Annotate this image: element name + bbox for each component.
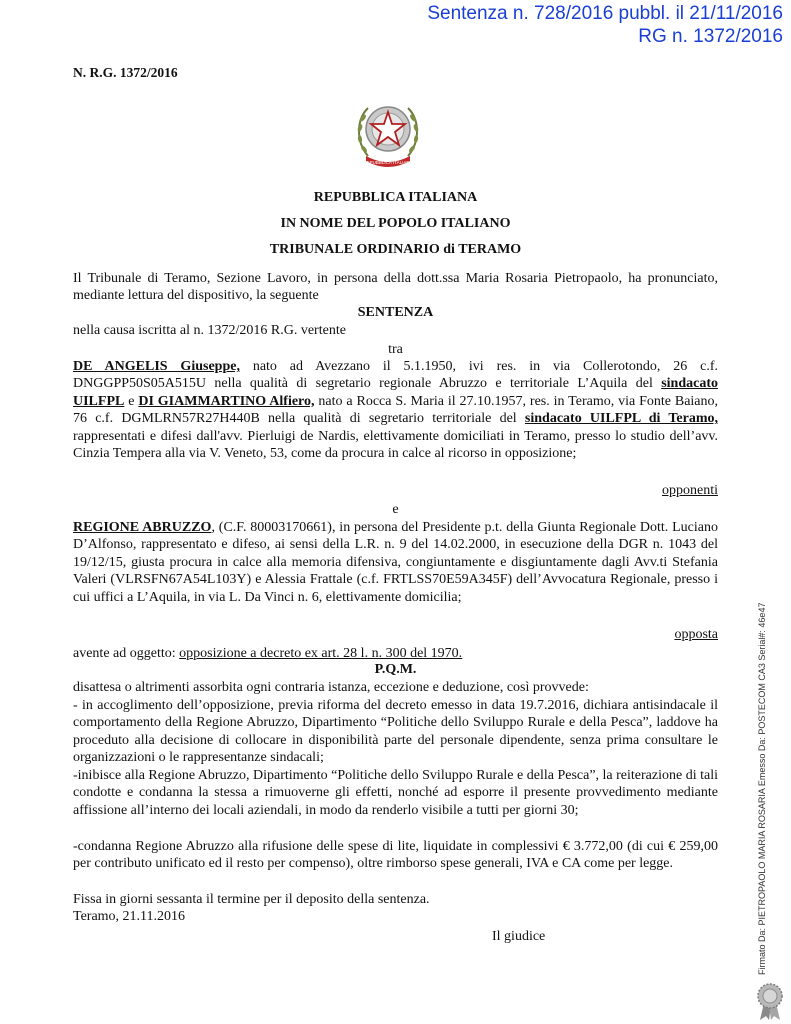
fissa-line: Fissa in giorni sessanta il termine per il deposito della sentenza.	[73, 892, 430, 907]
causa-line: nella causa iscritta al n. 1372/2016 R.G. vertente	[73, 323, 346, 338]
pqm-heading: P.Q.M.	[374, 662, 417, 677]
pqm-intro: disattesa o altrimenti assorbita ogni contraria istanza, eccezione e deduzione, così provvede:	[73, 680, 589, 695]
digital-signature-seal-icon	[755, 983, 785, 1021]
opponenti-paragraph: DE ANGELIS Giuseppe, nato ad Avezzano il 5.1.1950, ivi res. in via Collerotondo, 26 c.f. DNGGPP50S05A515U nella qualità di segretario regionale Abruzzo e territoriale L’Aquila del sindacato UILFPL e DI GIAMMARTINO Alfiero, nato a Rocca S. Maria il 27.10.1957, res. in Teramo, via Fonte Baiano, 76 c.f. DGMLRN57R27H440B nella qualità di segretario territoriale del sindacato UILFPL di Teramo, rappresentati e difesi dall'avv. Pierluigi de Nardis, elettivamente domiciliati in Teramo, presso lo studio dell’avv. Cinzia Tempera alla via V. Veneto, 53, come da procura in calce al ricorso in opposizione;	[73, 359, 719, 462]
opponente-name-1: DE ANGELIS Giuseppe,	[73, 359, 240, 374]
pqm-item-1: - in accoglimento dell’opposizione, previa riforma del decreto emesso in data 19.7.2016, dichiara antisindacale il comportamento della Regione Abruzzo, Dipartimento “Politiche dello Sviluppo Rurale e della Pesca”, laddove ha proceduto alla decisione di collocare in disponibilità parte del personale dipendente, senza prima consultare le organizzazioni o le rappresentanze sindacali;	[73, 698, 718, 766]
date-line: Teramo, 21.11.2016	[73, 909, 186, 924]
title-popolo: IN NOME DEL POPOLO ITALIANO	[280, 216, 511, 231]
opposta-paragraph: REGIONE ABRUZZO, (C.F. 80003170661), in persona del Presidente p.t. della Giunta Regionale Dott. Luciano D’Alfonso, rappresentato e difeso, ai sensi della L.R. n. 9 del 14.02.2000, in esecuzione della DGR n. 1043 del 19/12/15, giusta procura in calce alla memoria difensiva, congiuntamente e disgiuntamente dagli Avv.ti Stefania Valeri (VLRSFN67A54L103Y) e Alessia Frattale (c.f. FRTLSS70E59A345F) dell’Avvocatura Regionale, presso i cui uffici a L’Aquila, in via L. Da Vinci n. 6, elettivamente domicilia;	[73, 520, 718, 605]
svg-text:REPUBBLICA ITALIANA: REPUBBLICA ITALIANA	[363, 160, 413, 165]
case-number: N. R.G. 1372/2016	[73, 65, 178, 80]
intro-paragraph: Il Tribunale di Teramo, Sezione Lavoro, in persona della dott.ssa Maria Rosaria Pietropaolo, ha pronunciato, mediante lettura del dispositivo, la seguente	[73, 271, 718, 304]
opponenti-label: opponenti	[662, 483, 718, 498]
pqm-item-3: -condanna Regione Abruzzo alla rifusione delle spese di lite, liquidate in complessivi € 3.772,00 (di cui € 259,00 per contributo unificato ed il resto per compenso), oltre rimborso spese generali, IVA e CA come per legge.	[73, 839, 718, 872]
sentenza-heading: SENTENZA	[357, 305, 434, 320]
digital-signature-info: Firmato Da: PIETROPAOLO MARIA ROSARIA Emesso Da: POSTECOM CA3 Serial#: 46e47	[757, 602, 767, 975]
opponente-name-2: DI GIAMMARTINO Alfiero,	[138, 393, 315, 409]
tra-line: tra	[388, 342, 403, 357]
oggetto-value: opposizione a decreto ex art. 28 l. n. 300 del 1970.	[179, 646, 463, 661]
title-repubblica: REPUBBLICA ITALIANA	[313, 190, 478, 205]
e-line: e	[392, 502, 399, 517]
opposta-name: REGIONE ABRUZZO	[73, 520, 212, 535]
italian-republic-emblem	[354, 94, 422, 172]
publication-stamp-line1: Sentenza n. 728/2016 pubbl. il 21/11/2016	[427, 3, 783, 24]
giudice-label: Il giudice	[492, 929, 546, 944]
title-tribunale: TRIBUNALE ORDINARIO di TERAMO	[269, 242, 522, 257]
union-name-1: sindacato UILFPL	[73, 376, 718, 409]
publication-stamp-line2: RG n. 1372/2016	[638, 26, 783, 47]
opposta-label: opposta	[674, 627, 718, 642]
oggetto-line: avente ad oggetto: opposizione a decreto ex art. 28 l. n. 300 del 1970.	[73, 646, 463, 661]
union-name-2: sindacato UILFPL di Teramo,	[524, 411, 718, 427]
pqm-item-2: -inibisce alla Regione Abruzzo, Dipartimento “Politiche dello Sviluppo Rurale e della Pesca”, la reiterazione di tali condotte e condanna la stessa a rimuoverne gli effetti, nonché ad esporre il presente provvedimento mediante affissione all’interno dei locali aziendali, in modo da renderlo visibile a tutti per giorni 30;	[73, 768, 718, 818]
